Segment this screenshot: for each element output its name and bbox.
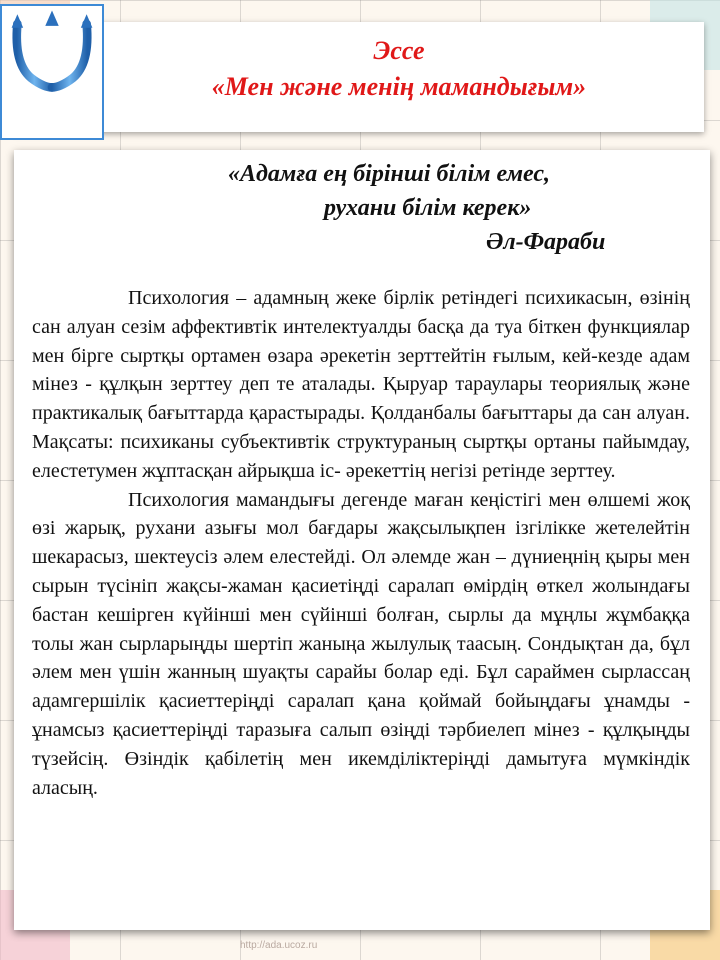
epigraph-line-1: «Адамға ең бірінші білім емес, [228,161,551,187]
watermark: http://ada.ucoz.ru [240,940,318,951]
page-subtitle: «Мен және менің мамандығым» [211,72,587,101]
psi-icon [2,6,102,138]
page-title: Эссе [373,36,425,65]
title-banner [14,22,704,132]
epigraph-line-2: рухани білім керек» [324,195,532,221]
essay-page [14,150,710,930]
psi-logo [0,4,104,140]
essay-body [32,284,690,802]
paragraph: Психология мамандығы дегенде маған кеңістігі мен өлшемі жоқ өзі жарық, рухани азығы мол бағдары жақсылықпен ізгілікке жетелейтін шекарасыз, шектеусіз әлем елестейді. Ол әлемде жан – дүниеңнің қыры мен сырын түсініп жақсы-жаман қасиетіңді саралап өмірдің өткел жолындағы бастан кешірген күйінші мен сүйінші болған, сырлы да мұңлы жұмбаққа толы жан сырларыңды шертіп жаныңа жылулық таасың. Сондықтан да, бұл әлем мен үшін жанның шуақты сарайы болар еді. Бұл сараймен сырлассаң адамгершілік қасиеттеріңді саралап қана қоймай бойыңдағы ұнамды - ұнамсыз қасиеттеріңді таразыға салып өзіңді тәрбиелеп мінез - құлқыңды түзейсің. Өзіндік қабілетің мен икемділіктеріңді дамытуға мүмкіндік аласың. [32,488,690,799]
epigraph-author: Әл-Фараби [486,229,606,255]
paragraph: Психология – адамның жеке бірлік ретіндегі психикасын, өзінің сан алуан сезім аффективтік интелектуалды басқа да туа біткен функциялар мен бірге сыртқы ортамен өзара әрекетін зерттейтін ғылым, кей-кезде адам мінез - құлқын зерттеу деп те аталады. Қыруар тараулары теориялық және практикалық бағыттарда қарастырады. Қолданбалы бағыттары да сан алуан. Мақсаты: психиканы субъективтік структураның сыртқы ортаны пайымдау, елестетумен жұптасқан айрықша іс- әрекеттің негізі ретінде зерттеу. [32,287,690,482]
